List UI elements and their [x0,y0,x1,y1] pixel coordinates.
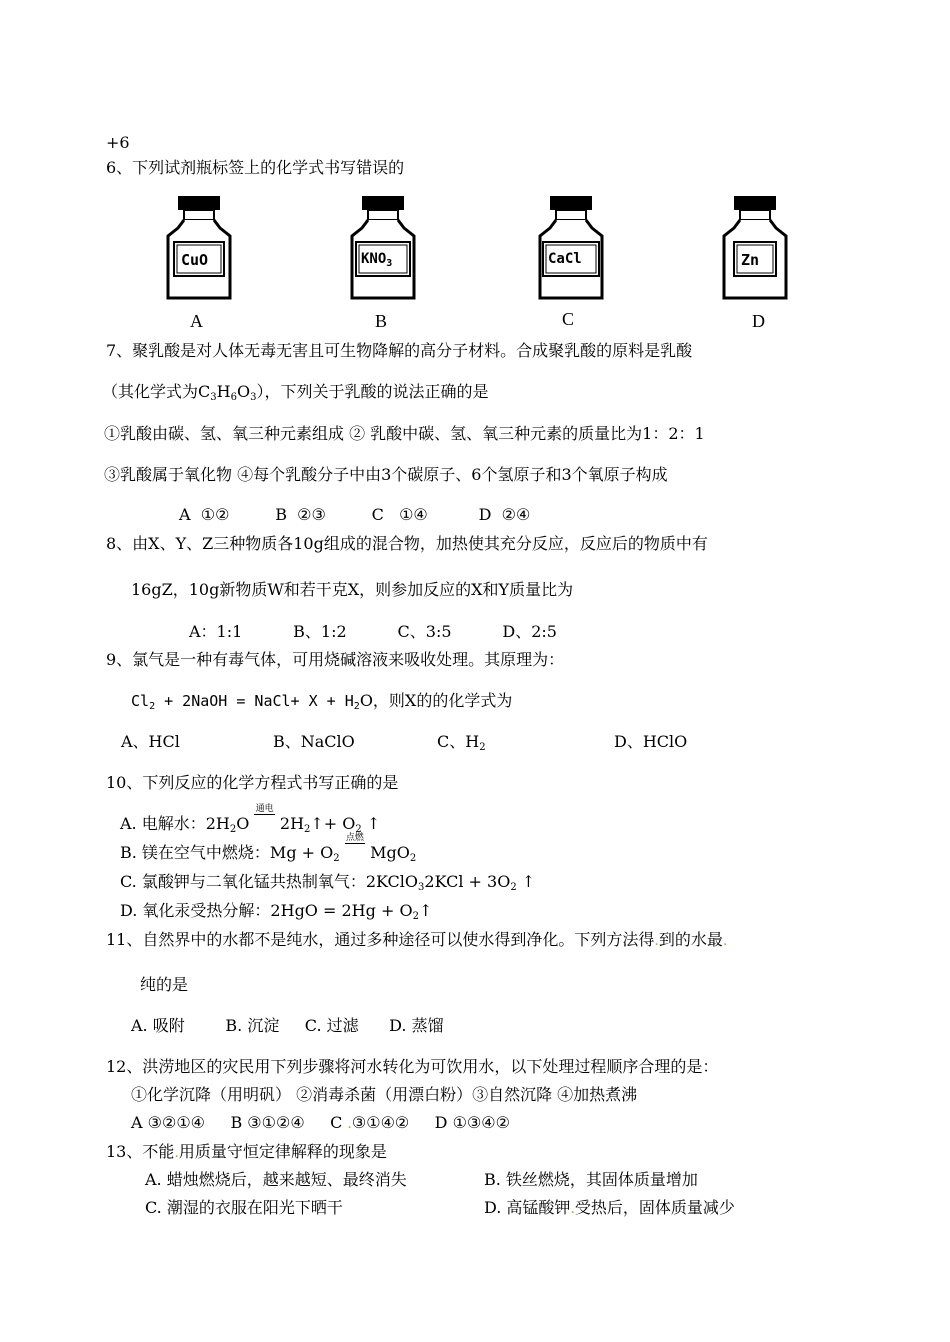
bottle-d-image [720,194,790,302]
q9-equation: $Cl_2$ + 2NaOH = NaCl+ $X + H_2O$，则X的的化学式为 [131,691,513,712]
q12-options: A ③②①④ B ③①②④ C .③①④② D ①③④② [131,1113,510,1132]
condition-electrolysis: 通电 [255,804,274,814]
option-c-letter: C [562,309,575,329]
q7-stem-line2: （其化学式为$C_3H_6O_3$），下列关于乳酸的说法正确的是 [102,382,489,403]
q10-option-d: D. 氧化汞受热分解：$2HgO = 2Hg + O_2↑$ [120,901,433,922]
q11-stem-line2: 纯的是 [140,975,189,994]
q10-option-a: A. 电解水：$2H_2O$ 通电 $2H_2↑+ O_2$ ↑ [120,804,381,835]
q8-stem-line2: 16gZ，10g新物质W和若干克X，则参加反应的X和Y质量比为 [131,580,574,599]
q13-stem: 13、不能.用质量守恒定律解释的现象是 [106,1142,387,1161]
q8-stem-line1: 8、由X、Y、Z三种物质各10g组成的混合物，加热使其充分反应，反应后的物质中有 [106,534,708,553]
option-d-letter: D [752,311,765,331]
q11-options: A. 吸附 B. 沉淀 C. 过滤 D. 蒸馏 [131,1016,444,1035]
bottle-c-image [536,194,606,302]
q7-statements-1: ①乳酸由碳、氢、氧三种元素组成 ② 乳酸中碳、氢、氧三种元素的质量比为1：2：1 [104,424,705,443]
q11-stem-line1: 11、自然界中的水都不是纯水，通过多种途径可以使水得到净化。下列方法得.到的水最. [106,930,728,949]
bottle-a-label: CuO [181,251,209,269]
q10-stem: 10、下列反应的化学方程式书写正确的是 [106,773,399,792]
bottle-b-formula: $KNO_3$ [361,251,393,269]
q13-option-a: A. 蜡烛燃烧后，越来越短、最终消失 [145,1170,407,1189]
bottle-d-label: Zn [741,251,760,269]
option-b-letter: B [375,311,388,331]
condition-ignite: 点燃 [345,833,364,843]
q12-steps: ①化学沉降（用明矾） ②消毒杀菌（用漂白粉）③自然沉降 ④加热煮沸 [131,1085,638,1104]
bottle-a-image [164,194,234,302]
q7-statements-2: ③乳酸属于氧化物 ④每个乳酸分子中由3个碳原子、6个氢原子和3个氧原子构成 [104,465,668,484]
q8-options: A：1:1 B、1:2 C、3:5 D、2:5 [189,622,557,641]
q9-option-b: B、NaClO [273,732,355,751]
bottle-c-label: CaCl [548,251,582,267]
q9-option-a: A、HCl [121,732,180,751]
q10-option-c: C. 氯酸钾与二氧化锰共热制氧气：2KClO$_3$2KCl + $3O_2$ ↑ [120,872,536,893]
q13-option-d: D. 高锰酸钾.受热后，固体质量减少 [484,1198,735,1217]
q9-stem: 9、氯气是一种有毒气体，可用烧碱溶液来吸收处理。其原理为： [106,650,565,669]
q9-option-c: C、$H_2$ [437,732,486,753]
bottle-b-label [361,251,392,267]
q7-options: A ①② B ②③ C ①④ D ②④ [179,505,531,524]
bottle-b-image [348,194,418,302]
option-a-letter: A [190,311,203,331]
q12-stem: 12、洪涝地区的灾民用下列步骤将河水转化为可饮用水，以下处理过程顺序合理的是： [106,1057,719,1076]
q13-option-b: B. 铁丝燃烧，其固体质量增加 [484,1170,698,1189]
q9-option-d: D、HClO [614,732,688,751]
prev-question-fragment: +6 [106,133,130,152]
q7-stem-line1: 7、聚乳酸是对人体无毒无害且可生物降解的高分子材料。合成聚乳酸的原料是乳酸 [106,341,693,360]
q6-stem: 6、下列试剂瓶标签上的化学式书写错误的 [106,158,405,177]
subscript: 3 [386,258,393,269]
q10-option-b: B. 镁在空气中燃烧：$Mg + O_2$ 点燃 MgO$_2$ [120,833,417,864]
q13-option-c: C. 潮湿的衣服在阳光下晒干 [145,1198,343,1217]
mark-dot: . [347,1116,352,1132]
